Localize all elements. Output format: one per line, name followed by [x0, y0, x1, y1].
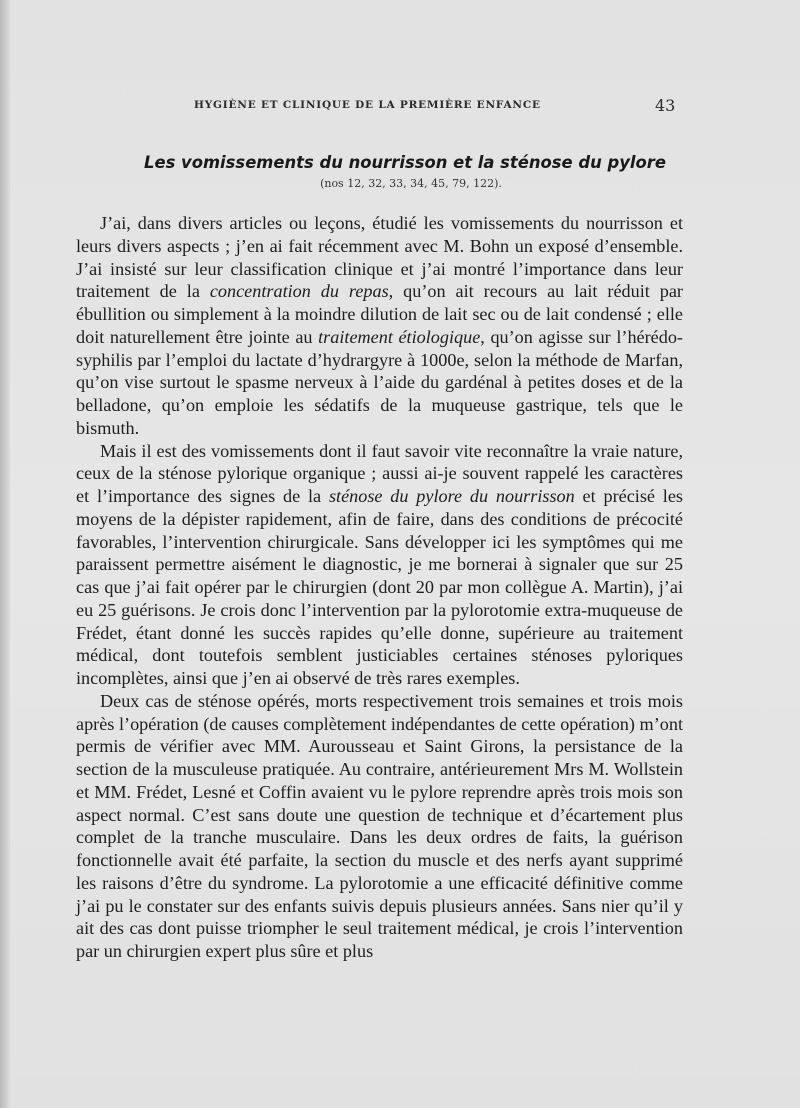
article-title: Les vomissements du nourrisson et la sténose du pylore	[144, 153, 666, 172]
paragraph-3	[76, 690, 683, 963]
paragraph-text: Deux cas de sténose opérés, morts respectivement trois semaines et trois mois après l’opération (de causes complètement indépendantes de cette opération) m’ont permis de vérifier avec MM. Aurousseau et Saint Girons, la persistance de la section de la musculeuse pratiquée. Au contraire, antérieurement Mrs M. Wollstein et MM. Frédet, Lesné et Coffin avaient vu le pylore reprendre après trois mois son aspect normal. C’est sans doute une question de technique et d’écartement plus complet de la tranche musculaire. Dans les deux ordres de faits, la guérison fonctionnelle avait été parfaite, la section du muscle et des nerfs ayant supprimé les raisons d’être du syndrome. La pylorotomie a une efficacité définitive comme j’ai pu le constater sur des enfants suivis depuis plusieurs années. Sans nier qu’il y ait des cas dont puisse triompher le seul traitement médical, je crois l’intervention par un chirurgien expert plus sûre et plus	[76, 690, 683, 961]
running-header	[0, 97, 800, 117]
italic-phrase: sténose du pylore du nourrisson	[328, 486, 575, 506]
article-references: (nos 12, 32, 33, 34, 45, 79, 122).	[320, 177, 502, 190]
paragraph-text: Mais il est des vomissements dont il faut savoir vite reconnaître la vraie nature, ceux de la sténose pylorique organique ; aussi ai-je souvent rappelé les caractères et l’importance des signes de la	[76, 440, 683, 506]
body-text	[76, 212, 683, 963]
italic-phrase: concentration du repas	[209, 281, 389, 302]
paragraph-2	[76, 440, 683, 690]
running-title: HYGIÈNE ET CLINIQUE DE LA PREMIÈRE ENFANCE	[194, 99, 541, 111]
paragraph-text: , qu’on ait recours au lait réduit par ébullition ou simplement à la moindre dilution de lait sec ou de lait condensé ; elle doit naturellement être jointe au	[76, 281, 683, 347]
page-number: 43	[655, 96, 676, 115]
paragraph-1	[76, 212, 683, 440]
italic-phrase: traitement étiologique	[318, 326, 481, 347]
paragraph-text: , qu’on agisse sur l’hérédo-syphilis par l’emploi du lactate d’hydrargyre à 1000e, selon la méthode de Marfan, qu’on vise surtout le spasme nerveux à l’aide du gardénal à petites doses et de la belladone, qu’on emploie les sédatifs de la muqueuse gastrique, tels que le bismuth.	[76, 326, 683, 438]
paragraph-text: J’ai, dans divers articles ou leçons, étudié les vomissements du nourrisson et leurs divers aspects ; j’en ai fait récemment avec M. Bohn un exposé d’ensemble. J’ai insisté sur leur classification clinique et j’ai montré l’importance dans leur traitement de la	[76, 213, 683, 302]
paragraph-text: et précisé les moyens de la dépister rapidement, afin de faire, dans des conditions de précocité favorables, l’intervention chirurgicale. Sans développer ici les symptômes qui me paraissent permettre aisément le diagnostic, je me bornerai à signaler que sur 25 cas que j’ai fait opérer par le chirurgien (dont 20 par mon collègue A. Martin), j’ai eu 25 guérisons. Je crois donc l’intervention par la pylorotomie extra-muqueuse de Frédet, étant donné les succès rapides qu’elle donne, supérieure au traitement médical, dont toutefois semblent justiciables certaines sténoses pyloriques incomplètes, ainsi que j’en ai observé de très rares exemples.	[76, 486, 683, 688]
